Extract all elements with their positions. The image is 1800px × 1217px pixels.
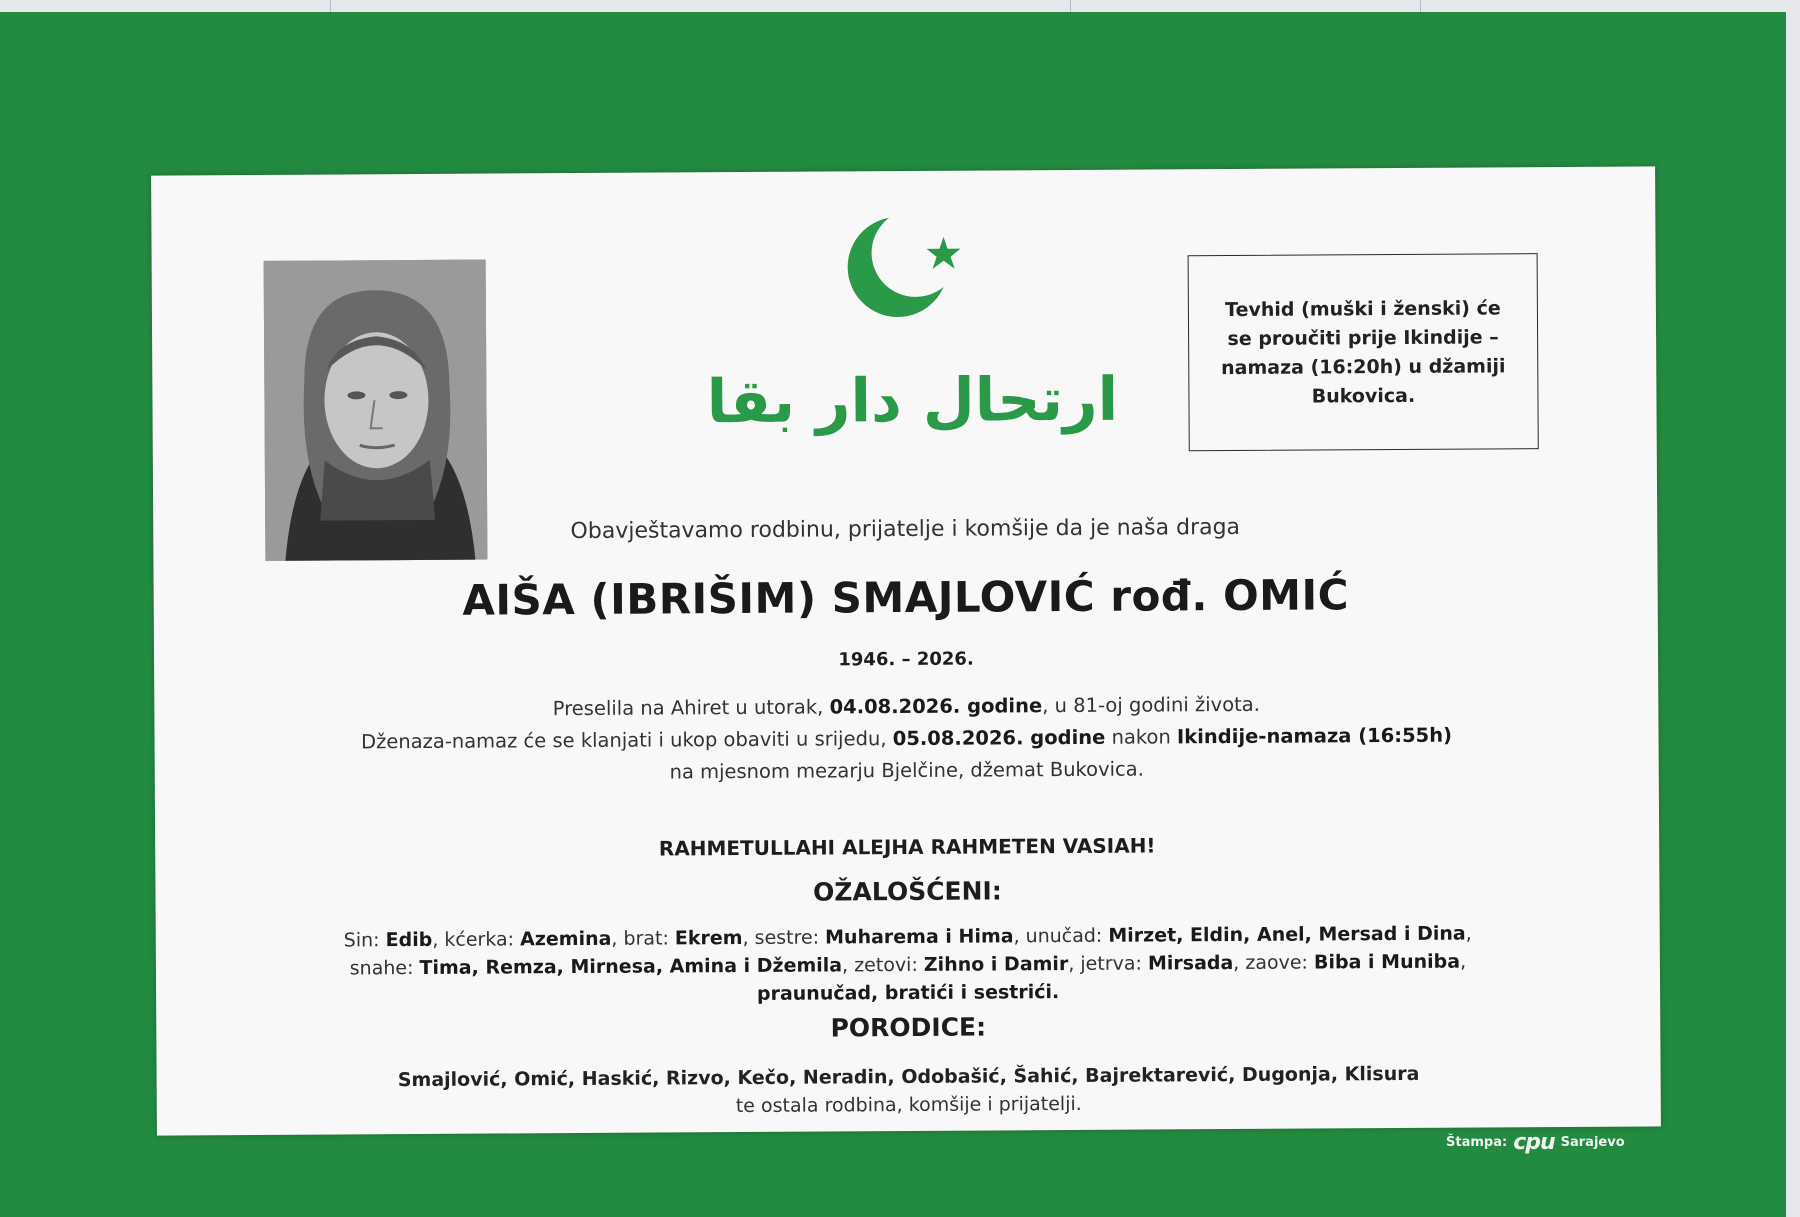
printer-credit xyxy=(1446,1130,1625,1155)
mourner-segment: Sin: xyxy=(343,929,386,952)
details-line-3: na mjesnom mezarju Bjelčine, džemat Bukovica. xyxy=(669,757,1144,784)
arabic-calligraphy-icon xyxy=(706,338,1119,460)
mourner-segment: Muharema i Hima xyxy=(825,925,1014,949)
rahmet-line: RAHMETULLAHI ALEJHA RAHMETEN VASIAH! xyxy=(658,833,1156,861)
intro-text: Obavještavamo rodbinu, prijatelje i komšije da je naša draga xyxy=(570,514,1241,545)
mourner-segment: praunučad, bratići i sestrići. xyxy=(756,981,1060,1005)
mourners-heading: OŽALOŠĆENI: xyxy=(813,876,1002,907)
families-heading: PORODICE: xyxy=(830,1012,987,1043)
mourner-segment: Zihno i Damir xyxy=(923,953,1069,976)
cpu-logo-icon: cpu xyxy=(1513,1130,1555,1155)
mourners-list xyxy=(156,918,1660,1011)
mourner-segment: , zaove: xyxy=(1233,951,1315,975)
background-line xyxy=(1070,0,1071,12)
mourner-segment: , sestre: xyxy=(742,926,826,950)
life-years: 1946. – 2026. xyxy=(838,648,974,671)
families-tail: te ostala rodbina, komšije i prijatelji. xyxy=(735,1092,1082,1118)
mourner-segment: Tima, Remza, Mirnesa, Amina i Džemila xyxy=(419,954,843,979)
mourner-segment: Edib xyxy=(385,928,433,952)
families-names: Smajlović, Omić, Haskić, Rizvo, Kečo, Neradin, Odobašić, Šahić, Bajrektarević, Dugonja, Klisura xyxy=(397,1062,1420,1092)
details-line-2: Dženaza-namaz će se klanjati i ukop obaviti u srijedu, 05.08.2026. godine nakon Ikindije-namaza (16:55h) xyxy=(360,723,1453,754)
obituary-notice xyxy=(151,166,1661,1135)
mourner-segment: , brat: xyxy=(611,927,675,950)
mourner-segment: , jetrva: xyxy=(1068,952,1148,976)
mourner-segment: Biba i Muniba xyxy=(1313,950,1461,974)
crescent-star-icon xyxy=(839,205,970,326)
mourner-segment: Mirsada xyxy=(1147,952,1234,975)
mourner-segment: , kćerka: xyxy=(432,928,521,951)
mourner-segment: , xyxy=(1465,922,1472,945)
portrait-image xyxy=(264,260,488,561)
tevhid-info-box xyxy=(1188,253,1539,451)
printer-label: Štampa: xyxy=(1446,1135,1508,1150)
tevhid-info-text: Tevhid (muški i ženski) će se proučiti prije Ikindije – namaza (16:20h) u džamiji Bukovica. xyxy=(1221,297,1506,408)
background-line xyxy=(330,0,331,12)
mourner-segment: snahe: xyxy=(349,956,420,980)
deceased-name: AIŠA (IBRIŠIM) SMAJLOVIĆ rođ. OMIĆ xyxy=(462,570,1350,625)
mourner-segment: Ekrem xyxy=(674,927,743,950)
mourner-segment: , xyxy=(1459,950,1467,973)
printer-city: Sarajevo xyxy=(1560,1135,1625,1150)
mourner-segment: Azemina xyxy=(520,927,612,951)
background-line xyxy=(1420,0,1421,12)
green-board xyxy=(0,12,1786,1217)
funeral-details xyxy=(154,686,1659,791)
mourner-segment: , unučad: xyxy=(1013,924,1109,948)
details-line-1: Preselila na Ahiret u utorak, 04.08.2026. godine, u 81-oj godini života. xyxy=(552,692,1260,721)
calligraphy-text: ارتحال دار بقا xyxy=(706,364,1119,438)
mourner-segment: Mirzet, Eldin, Anel, Mersad i Dina xyxy=(1108,922,1466,947)
mourner-segment: , zetovi: xyxy=(842,953,924,977)
portrait-photo xyxy=(264,260,488,561)
families-list xyxy=(157,1058,1661,1123)
